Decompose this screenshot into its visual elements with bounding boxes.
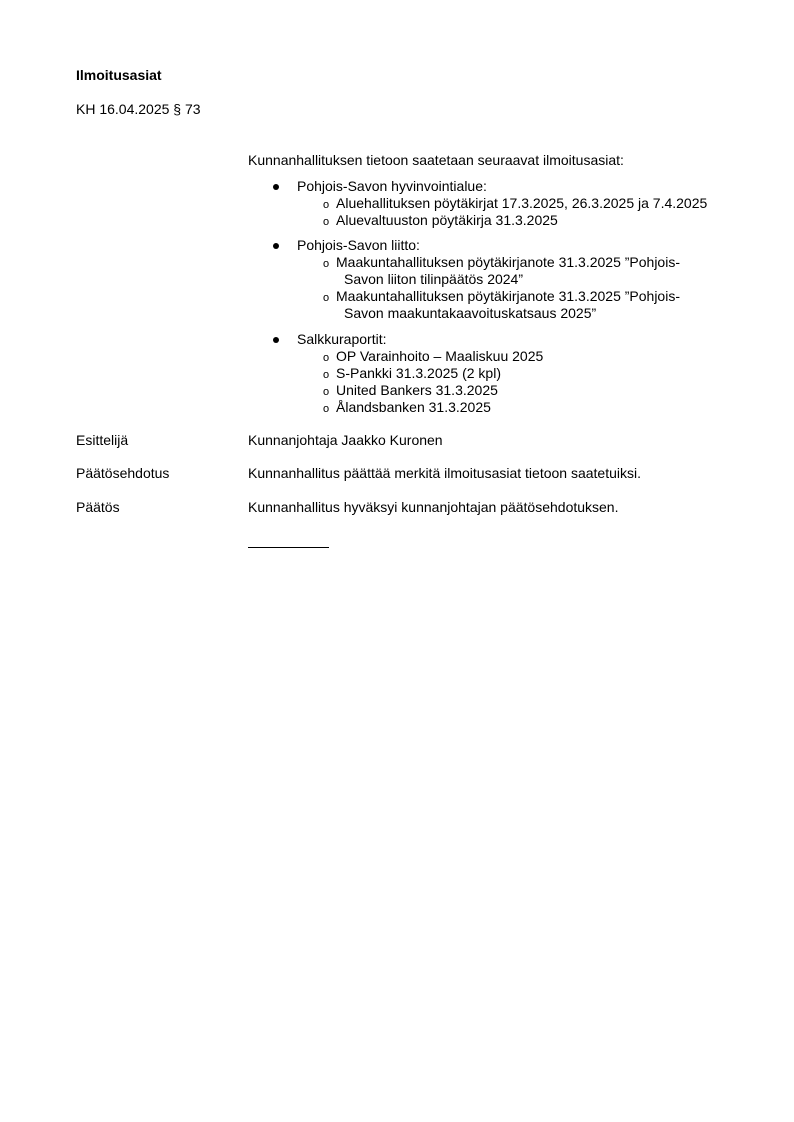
announcement-group-salkkuraportit (248, 331, 748, 416)
list-item: o OP Varainhoito – Maaliskuu 2025 (248, 348, 748, 365)
list-item: o Aluehallituksen pöytäkirjat 17.3.2025, 26.3.2025 ja 7.4.2025 (248, 195, 748, 212)
intro-text: Kunnanhallituksen tietoon saatetaan seuraavat ilmoitusasiat: (248, 152, 624, 168)
presenter-label: Esittelijä (76, 432, 129, 448)
meeting-reference: KH 16.04.2025 § 73 (76, 101, 201, 117)
group-label: Pohjois-Savon liitto: (248, 237, 748, 254)
announcement-group-liitto (248, 237, 748, 322)
group-label: Pohjois-Savon hyvinvointialue: (248, 178, 748, 195)
sub-bullet-icon: o (323, 386, 330, 398)
list-item: o Ålandsbanken 31.3.2025 (248, 399, 748, 416)
announcement-group-hyvinvointialue (248, 178, 748, 229)
presenter-value: Kunnanjohtaja Jaakko Kuronen (248, 432, 443, 448)
document-heading: Ilmoitusasiat (76, 67, 162, 83)
sub-bullet-icon: o (323, 369, 330, 381)
sub-bullet-icon: o (323, 403, 330, 415)
decision-value: Kunnanhallitus hyväksyi kunnanjohtajan päätösehdotuksen. (248, 499, 619, 515)
end-rule (248, 547, 329, 548)
list-item: o Maakuntahallituksen pöytäkirjanote 31.3.2025 ”Pohjois- Savon liiton tilinpäätös 2024” (323, 254, 680, 287)
proposal-label: Päätösehdotus (76, 465, 170, 481)
group-label: Salkkuraportit: (248, 331, 748, 348)
list-item: o Maakuntahallituksen pöytäkirjanote 31.3.2025 ”Pohjois- Savon maakuntakaavoituskatsaus 2025” (323, 288, 680, 321)
proposal-value: Kunnanhallitus päättää merkitä ilmoitusasiat tietoon saatetuiksi. (248, 465, 641, 481)
bullet-dot-icon (273, 184, 279, 190)
decision-label: Päätös (76, 499, 120, 515)
sub-bullet-icon: o (323, 352, 330, 364)
sub-bullet-icon: o (323, 216, 330, 228)
bullet-dot-icon (273, 337, 279, 343)
list-item: o Aluevaltuuston pöytäkirja 31.3.2025 (248, 212, 748, 229)
list-item: o United Bankers 31.3.2025 (248, 382, 748, 399)
list-item: o S-Pankki 31.3.2025 (2 kpl) (248, 365, 748, 382)
bullet-dot-icon (273, 243, 279, 249)
sub-bullet-icon: o (323, 292, 330, 304)
sub-bullet-icon: o (323, 199, 330, 211)
sub-bullet-icon: o (323, 258, 330, 270)
